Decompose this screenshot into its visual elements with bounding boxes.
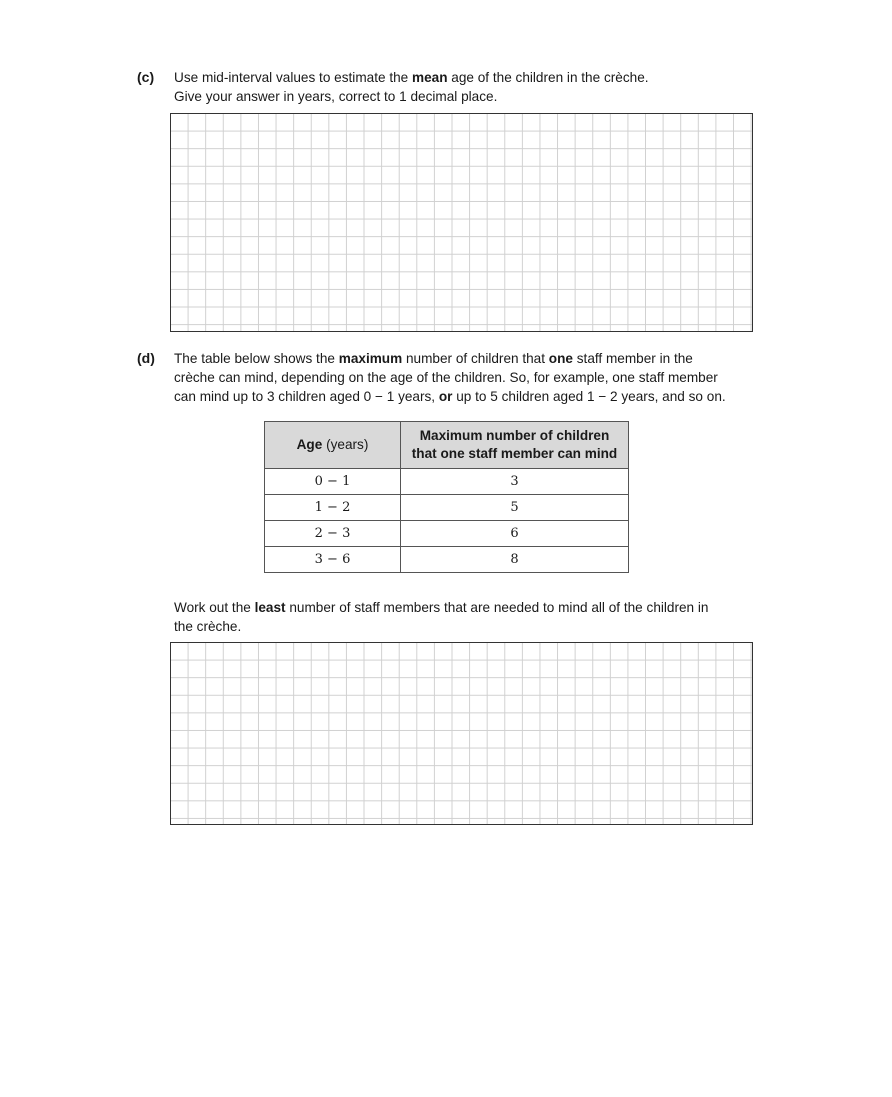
max-cell: 5	[401, 495, 629, 521]
max-cell: 8	[401, 547, 629, 573]
staff-ratio-table	[264, 421, 629, 573]
age-cell: 2 − 3	[265, 521, 401, 547]
table-row	[265, 521, 629, 547]
part-d-question	[174, 349, 726, 406]
header-max-children: Maximum number of children that one staff member can mind	[401, 422, 629, 469]
part-d-line-1: The table below shows the maximum number of children that one staff member in the	[174, 351, 693, 366]
work-line-1: Work out the least number of staff members that are needed to mind all of the children in	[174, 600, 709, 615]
part-c-line-1: Use mid-interval values to estimate the mean age of the children in the crèche.	[174, 70, 649, 85]
age-cell: 3 − 6	[265, 547, 401, 573]
part-d-line-2: crèche can mind, depending on the age of the children. So, for example, one staff member	[174, 370, 718, 385]
part-c-question	[174, 68, 649, 106]
answer-grid-c[interactable]	[170, 113, 753, 332]
max-cell: 6	[401, 521, 629, 547]
answer-grid-d[interactable]	[170, 642, 753, 825]
part-d-label: (d)	[137, 350, 155, 366]
part-d-work-prompt	[174, 598, 708, 636]
table-row	[265, 495, 629, 521]
header-age: Age (years)	[265, 422, 401, 469]
part-d-line-3: can mind up to 3 children aged 0 − 1 years, or up to 5 children aged 1 − 2 years, and so on.	[174, 389, 726, 404]
table-row	[265, 469, 629, 495]
part-c-label: (c)	[137, 69, 155, 85]
table-row	[265, 547, 629, 573]
max-cell: 3	[401, 469, 629, 495]
part-c-line-2: Give your answer in years, correct to 1 decimal place.	[174, 89, 498, 104]
table-header-row	[265, 422, 629, 469]
age-cell: 1 − 2	[265, 495, 401, 521]
age-cell: 0 − 1	[265, 469, 401, 495]
work-line-2: the crèche.	[174, 619, 242, 634]
